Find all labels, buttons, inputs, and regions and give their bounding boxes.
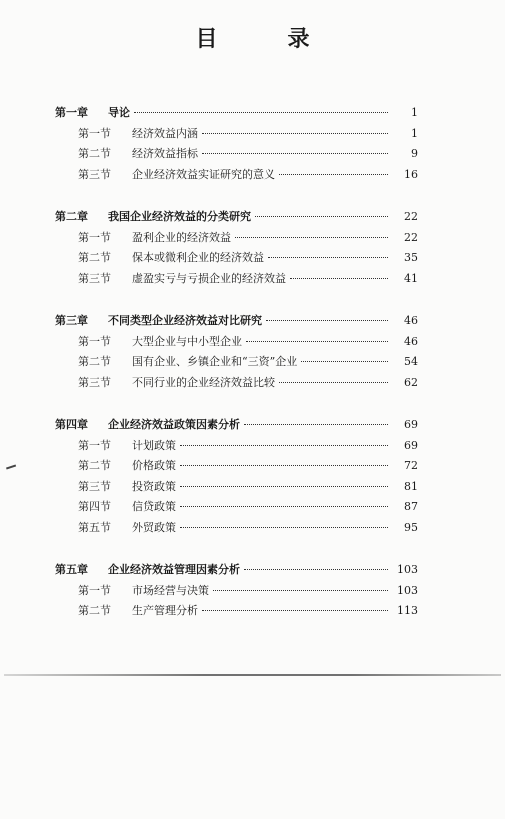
chapter-3 <box>0 312 505 394</box>
section-label: 第三节 <box>78 375 111 389</box>
page-number: 16 <box>404 167 418 181</box>
section-label: 第二节 <box>78 147 111 160</box>
dot-leader <box>202 609 388 611</box>
section-label: 第三节 <box>78 167 111 181</box>
dot-leader <box>255 215 388 217</box>
page-number: 35 <box>404 251 418 264</box>
chapter-heading[interactable] <box>0 208 505 229</box>
section-entry[interactable] <box>0 519 505 540</box>
section-label: 第二节 <box>78 459 111 472</box>
section-entry[interactable] <box>0 270 505 291</box>
dot-leader <box>301 360 388 362</box>
section-entry[interactable] <box>0 374 505 395</box>
section-label: 第一节 <box>78 334 111 348</box>
page-number: 72 <box>404 459 418 472</box>
page-number: 69 <box>404 418 418 431</box>
page-number: 1 <box>411 106 418 119</box>
section-label: 第三节 <box>78 479 111 493</box>
chapter-2 <box>0 208 505 290</box>
dot-leader <box>244 423 388 425</box>
chapter-1 <box>0 104 505 186</box>
dot-leader <box>244 568 388 570</box>
section-label: 第一节 <box>78 438 111 452</box>
chapter-title: 不同类型企业经济效益对比研究 <box>108 314 262 327</box>
section-label: 第二节 <box>78 251 111 264</box>
page-number: 22 <box>404 210 418 223</box>
dot-leader <box>266 319 388 321</box>
dot-leader <box>268 256 388 258</box>
chapter-heading[interactable] <box>0 561 505 582</box>
section-title: 大型企业与中小型企业 <box>132 334 242 348</box>
section-entry[interactable] <box>0 229 505 250</box>
dot-leader <box>180 505 388 507</box>
page-number: 9 <box>411 147 418 160</box>
dot-leader <box>134 111 388 113</box>
page-number: 87 <box>404 500 418 513</box>
chapter-title: 导论 <box>108 106 130 119</box>
page-number: 54 <box>404 355 418 368</box>
section-title: 投资政策 <box>132 479 176 493</box>
section-entry[interactable] <box>0 249 505 270</box>
page-number: 46 <box>404 334 418 348</box>
section-title: 计划政策 <box>132 438 176 452</box>
section-entry[interactable] <box>0 125 505 146</box>
section-entry[interactable] <box>0 333 505 354</box>
chapter-4 <box>0 416 505 539</box>
page-title: 目 录 <box>195 27 334 52</box>
dot-leader <box>279 173 388 175</box>
dot-leader <box>180 526 388 528</box>
chapter-heading[interactable] <box>0 416 505 437</box>
dot-leader <box>279 381 388 383</box>
dot-leader <box>180 444 388 446</box>
section-label: 第二节 <box>78 355 111 368</box>
section-entry[interactable] <box>0 582 505 603</box>
section-entry[interactable] <box>0 353 505 374</box>
section-title: 保本或微利企业的经济效益 <box>132 251 264 264</box>
page-number: 95 <box>404 520 418 534</box>
section-title: 不同行业的企业经济效益比较 <box>132 375 275 389</box>
page-number: 41 <box>404 271 418 285</box>
chapter-5 <box>0 561 505 623</box>
chapter-label: 第一章 <box>55 106 88 119</box>
section-label: 第二节 <box>78 604 111 617</box>
page-number: 103 <box>397 563 418 576</box>
chapter-heading[interactable] <box>0 312 505 333</box>
section-label: 第三节 <box>78 271 111 285</box>
section-title: 外贸政策 <box>132 520 176 534</box>
page-number: 103 <box>397 583 418 597</box>
section-title: 盈利企业的经济效益 <box>132 230 231 244</box>
section-label: 第一节 <box>78 126 111 140</box>
chapter-title: 企业经济效益管理因素分析 <box>108 563 240 576</box>
section-entry[interactable] <box>0 145 505 166</box>
chapter-label: 第五章 <box>55 563 88 576</box>
chapter-label: 第二章 <box>55 210 88 223</box>
section-entry[interactable] <box>0 166 505 187</box>
dot-leader <box>202 132 388 134</box>
dot-leader <box>180 464 388 466</box>
dot-leader <box>202 152 388 154</box>
section-title: 企业经济效益实证研究的意义 <box>132 167 275 181</box>
page-number: 46 <box>404 314 418 327</box>
section-entry[interactable] <box>0 602 505 623</box>
page-number: 69 <box>404 438 418 452</box>
page-number: 113 <box>397 604 418 617</box>
chapter-heading[interactable] <box>0 104 505 125</box>
table-of-contents <box>0 104 505 645</box>
dot-leader <box>290 277 388 279</box>
dot-leader <box>246 340 388 342</box>
section-entry[interactable] <box>0 457 505 478</box>
section-entry[interactable] <box>0 437 505 458</box>
dot-leader <box>213 589 388 591</box>
section-entry[interactable] <box>0 498 505 519</box>
page-number: 62 <box>404 375 418 389</box>
section-title: 经济效益指标 <box>132 147 198 160</box>
dot-leader <box>235 236 388 238</box>
chapter-label: 第三章 <box>55 314 88 327</box>
section-title: 市场经营与决策 <box>132 583 209 597</box>
chapter-title: 企业经济效益政策因素分析 <box>108 418 240 431</box>
section-title: 信贷政策 <box>132 500 176 513</box>
section-title: 价格政策 <box>132 459 176 472</box>
page-divider <box>4 674 501 676</box>
section-title: 生产管理分析 <box>132 604 198 617</box>
section-label: 第一节 <box>78 583 111 597</box>
page-number: 81 <box>404 479 418 493</box>
section-label: 第四节 <box>78 500 111 513</box>
section-title: 虚盈实亏与亏损企业的经济效益 <box>132 271 286 285</box>
section-title: 国有企业、乡镇企业和“三资”企业 <box>132 355 298 368</box>
page-number: 1 <box>411 126 418 140</box>
chapter-title: 我国企业经济效益的分类研究 <box>108 210 251 223</box>
dot-leader <box>180 485 388 487</box>
section-label: 第一节 <box>78 230 111 244</box>
section-entry[interactable] <box>0 478 505 499</box>
page-number: 22 <box>404 230 418 244</box>
section-label: 第五节 <box>78 520 111 534</box>
section-title: 经济效益内涵 <box>132 126 198 140</box>
chapter-label: 第四章 <box>55 418 88 431</box>
